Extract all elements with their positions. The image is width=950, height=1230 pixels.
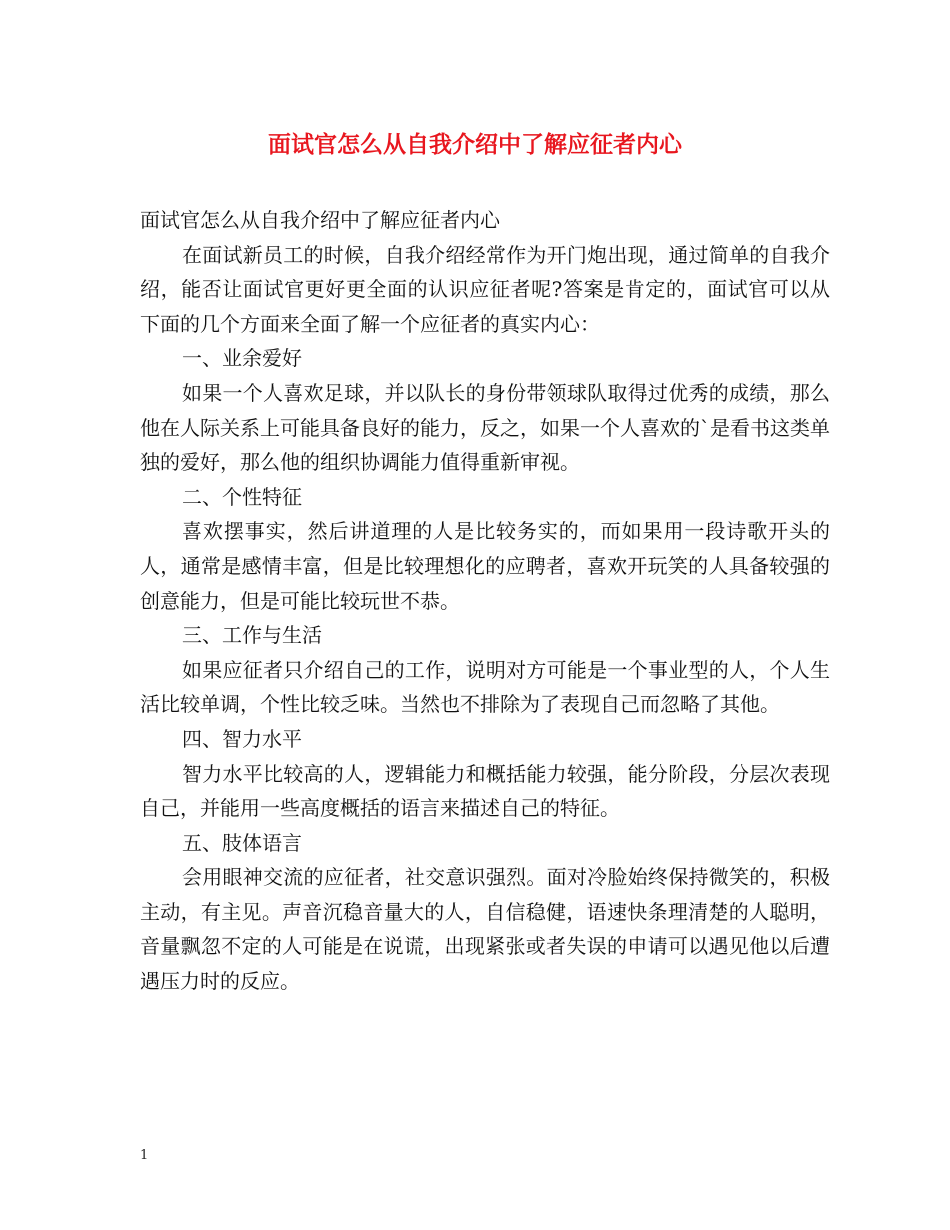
- section-heading-work-life: 三、工作与生活: [182, 623, 322, 648]
- paragraph-work-life: 如果应征者只介绍自己的工作，说明对方可能是一个事业型的人，个人生活比较单调，个性比较乏味。当然也不排除为了表现自己而忽略了其他。: [140, 657, 830, 717]
- section-heading-hobbies: 一、业余爱好: [182, 346, 302, 371]
- paragraph-subtitle: 面试官怎么从自我介绍中了解应征者内心: [140, 208, 500, 232]
- section-heading-body-language: 五、肢体语言: [182, 830, 302, 855]
- paragraph-intelligence: 智力水平比较高的人，逻辑能力和概括能力较强，能分阶段，分层次表现自己，并能用一些高度概括的语言来描述自己的特征。: [140, 761, 830, 821]
- section-heading-intelligence: 四、智力水平: [182, 726, 302, 751]
- page-number: 1: [140, 1148, 149, 1163]
- document-title: 面试官怎么从自我介绍中了解应征者内心: [268, 132, 682, 158]
- paragraph-body-language: 会用眼神交流的应征者，社交意识强烈。面对冷脸始终保持微笑的，积极主动，有主见。声音沉稳音量大的人，自信稳健，语速快条理清楚的人聪明，音量飘忽不定的人可能是在说谎，出现紧张或者失误的申请可以遇见他以后遭遇压力时的反应。: [140, 865, 830, 994]
- paragraph-intro: 在面试新员工的时候，自我介绍经常作为开门炮出现，通过简单的自我介绍，能否让面试官更好更全面的认识应征者呢?答案是肯定的，面试官可以从下面的几个方面来全面了解一个应征者的真实内心：: [140, 242, 830, 336]
- document-body: [140, 203, 830, 999]
- paragraph-hobbies: 如果一个人喜欢足球，并以队长的身份带领球队取得过优秀的成绩，那么他在人际关系上可能具备良好的能力，反之，如果一个人喜欢的`是看书这类单独的爱好，那么他的组织协调能力值得重新审视。: [140, 380, 830, 475]
- paragraph-personality: 喜欢摆事实，然后讲道理的人是比较务实的，而如果用一段诗歌开头的人，通常是感情丰富，但是比较理想化的应聘者，喜欢开玩笑的人具备较强的创意能力，但是可能比较玩世不恭。: [140, 519, 830, 613]
- section-heading-personality: 二、个性特征: [182, 484, 302, 509]
